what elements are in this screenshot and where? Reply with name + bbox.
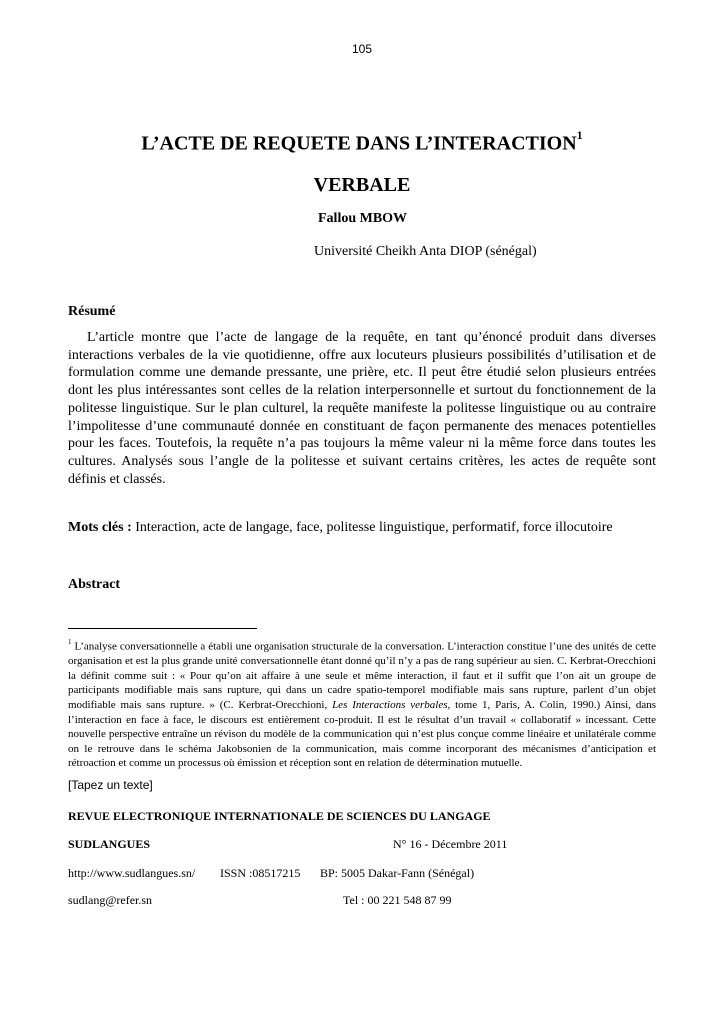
contact-email[interactable]: sudlang@refer.sn [68, 893, 153, 907]
footnote-mark: 1 [68, 638, 72, 646]
footnote-text-part-2: , tome 1, Paris, A. Colin, 1990.) Ainsi, dans l’interaction en face à face, le discours est entièrement co-produit. Il est le résultat d’un travail « collaboratif » incessant. Cette nouvelle perspective entraîne un révison du modèle de la communication qui n’est plus conçue comme linéaire et unilatérale comme on le retrouve dans le schéma Jakobsonien de la communication, mais comme incorporant des mécanismes d’anticipation et rétroaction et comme un processus où émission et réception sont en relation de détermination mutuelle. [68, 699, 656, 770]
postal-address: BP: 5005 Dakar-Fann (Sénégal) [320, 866, 475, 880]
article-title-line-2: VERBALE [313, 174, 411, 196]
resume-heading: Résumé [68, 304, 116, 319]
text-placeholder: [Tapez un texte] [68, 778, 153, 792]
author-name: Fallou MBOW [318, 211, 408, 226]
footnote-text-part-1: L’analyse conversationnelle a établi une organisation structurale de la conversation. L’interaction constitue l’une des unités de cette organisation et est la plus grande unité conversationnelle étant donné qu’il n’y a pas de rang supérieur au sien. C. Kerbrat-Orecchioni la définit comme suit : « Pour qu’on ait affaire à une seule et même interaction, il faut et il suffit que l’on ait un groupe de participants modifiable mais sans rupture, qui dans un cadre spatio-temporel modifiable mais sans rupture, parlent d’un objet modifiable mais sans rupture. » (C. Kerbrat-Orecchioni, [68, 640, 656, 712]
title-footnote-mark: 1 [576, 128, 583, 142]
issue-info: N° 16 - Décembre 2011 [393, 837, 508, 851]
keywords-line [68, 520, 668, 536]
footnote [68, 636, 656, 771]
keywords-label: Mots clés : [68, 520, 132, 535]
issn: ISSN :08517215 [220, 866, 301, 880]
journal-short-name: SUDLANGUES [68, 837, 151, 851]
author-affiliation: Université Cheikh Anta DIOP (sénégal) [314, 244, 537, 259]
resume-paragraph: L’article montre que l’acte de langage de la requête, en tant qu’énoncé produit dans diverses interactions verbales de la vie quotidienne, offre aux locuteurs plusieurs possibilités d’utilisation et de formulation comme une demande pressante, une prière, etc. Il peut être étudié selon plusieurs entrées dont les plus intéressantes sont celles de la relation interpersonnelle et surtout du fonctionnement de la politesse linguistique. Sur le plan culturel, la requête manifeste la politesse linguistique ou au contraire l’impolitesse d’une communauté donnée en constituant de façon permanente des menaces potentielles pour les faces. Toutefois, la requête n’a pas toujours la même valeur ni la même force dans toutes les cultures. Analysés sous l’angle de la politesse et suivant certains critères, les actes de requête sont définis et classés. [68, 330, 656, 487]
journal-url[interactable]: http://www.sudlangues.sn/ [68, 866, 196, 880]
article-title-line-1 [60, 128, 664, 156]
footnote-separator [68, 628, 257, 629]
article-title-text: L’ACTE DE REQUETE DANS L’INTERACTION [141, 132, 577, 155]
keywords-text: Interaction, acte de langage, face, politesse linguistique, performatif, force illocutoire [131, 520, 613, 535]
contact-phone: Tel : 00 221 548 87 99 [343, 893, 452, 907]
journal-name: REVUE ELECTRONIQUE INTERNATIONALE DE SCIENCES DU LANGAGE [68, 809, 491, 823]
page-number: 105 [351, 42, 373, 56]
footnote-book-title: Les Interactions verbales [332, 699, 448, 712]
abstract-heading: Abstract [68, 577, 121, 592]
